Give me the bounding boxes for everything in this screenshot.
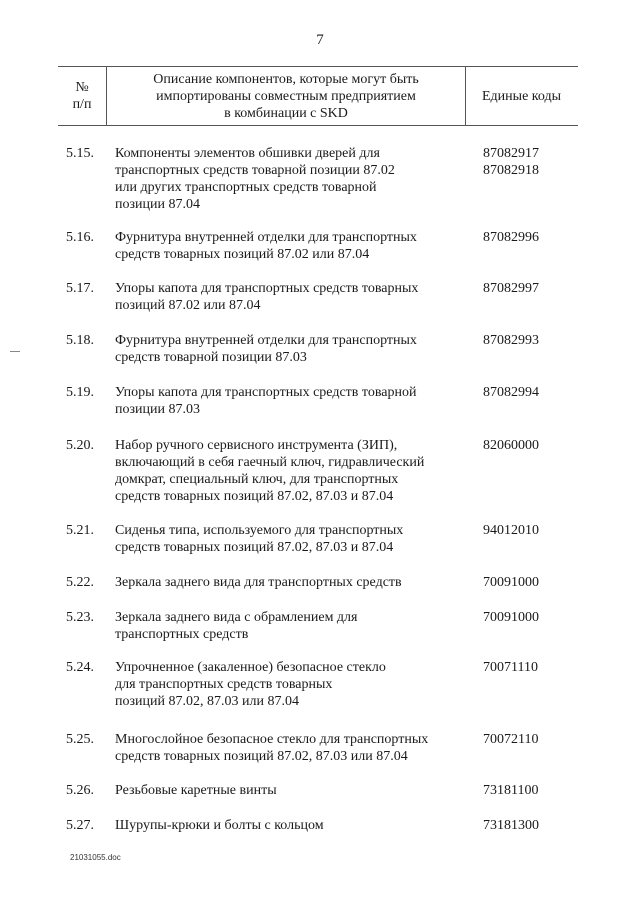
row-code: 70091000 [483,610,539,625]
header-number-column: № п/п [72,80,92,112]
row-code: 94012010 [483,523,539,538]
row-number: 5.20. [66,438,94,453]
row-code: 82060000 [483,438,539,453]
row-number: 5.16. [66,230,94,245]
row-number: 5.15. [66,146,94,161]
file-name-footer: 21031055.doc [70,853,121,862]
row-code: 70091000 [483,575,539,590]
row-number: 5.24. [66,660,94,675]
row-number: 5.19. [66,385,94,400]
row-description: Сиденья типа, используемого для транспортных средств товарных позиций 87.02, 87.03 и 87.04 [115,523,404,555]
row-code: 73181100 [483,783,539,798]
row-code: 70071110 [483,660,538,675]
row-number: 5.25. [66,732,94,747]
row-description: Многослойное безопасное стекло для транспортных средств товарных позиций 87.02, 87.03 или 87.04 [115,732,429,764]
row-description: Упоры капота для транспортных средств товарной позиции 87.03 [115,385,417,417]
page-number: 7 [316,32,324,48]
row-description: Фурнитура внутренней отделки для транспортных средств товарных позиций 87.02 или 87.04 [115,230,417,262]
row-code: 87082997 [483,281,539,296]
row-number: 5.18. [66,333,94,348]
row-number: 5.23. [66,610,94,625]
row-description: Набор ручного сервисного инструмента (ЗИП), включающий в себя гаечный ключ, гидравлический домкрат, специальный ключ, для транспортных средств товарных позиций 87.02, 87.03 и 87.04 [115,438,425,504]
row-description: Компоненты элементов обшивки дверей для транспортных средств товарной позиции 87.02 или других транспортных средств товарной позиции 87.04 [115,146,395,212]
row-code: 87082994 [483,385,539,400]
header-codes-column: Единые коды [482,88,561,104]
row-description: Резьбовые каретные винты [115,783,277,798]
row-number: 5.21. [66,523,94,538]
margin-mark [10,351,20,352]
row-code: 87082993 [483,333,539,348]
row-number: 5.27. [66,818,94,833]
row-code: 87082917 87082918 [483,146,539,178]
row-code: 87082996 [483,230,539,245]
row-description: Зеркала заднего вида для транспортных средств [115,575,402,590]
row-description: Упоры капота для транспортных средств товарных позиций 87.02 или 87.04 [115,281,419,313]
row-description: Фурнитура внутренней отделки для транспортных средств товарной позиции 87.03 [115,333,417,365]
row-description: Зеркала заднего вида с обрамлением для транспортных средств [115,610,358,642]
table-header [58,66,578,126]
row-number: 5.17. [66,281,94,296]
header-description-column: Описание компонентов, которые могут быть импортированы совместным предприятием в комбинации с SKD [106,67,466,125]
row-description: Шурупы-крюки и болты с кольцом [115,818,324,833]
row-code: 73181300 [483,818,539,833]
row-number: 5.26. [66,783,94,798]
row-description: Упрочненное (закаленное) безопасное стекло для транспортных средств товарных позиций 87.02, 87.03 или 87.04 [115,660,386,709]
row-code: 70072110 [483,732,539,747]
row-number: 5.22. [66,575,94,590]
